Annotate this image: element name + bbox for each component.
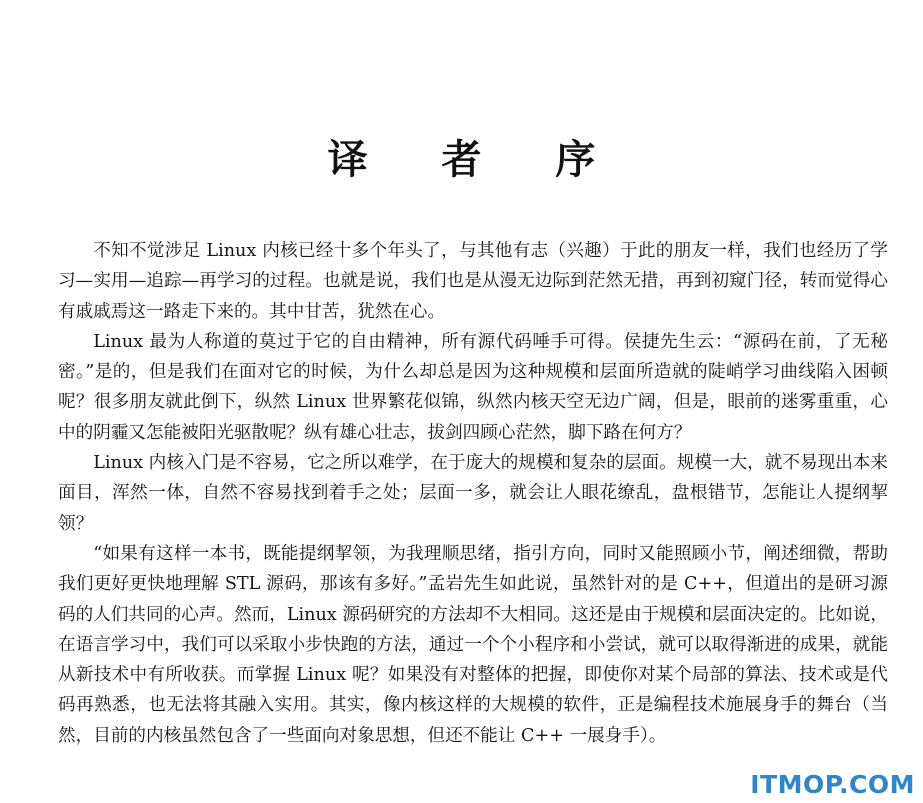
preface-body — [58, 236, 888, 751]
paragraph: Linux 内核入门是不容易，它之所以难学，在于庞大的规模和复杂的层面。规模一大，就不易现出本来面目，浑然一体，自然不容易找到着手之处；层面一多，就会让人眼花缭乱，盘根错节，怎能让人提纲挈领？ — [58, 453, 888, 534]
paragraph: 不知不觉涉足 Linux 内核已经十多个年头了，与其他有志（兴趣）于此的朋友一样，我们也经历了学习—实用—追踪—再学习的过程。也就是说，我们也是从漫无边际到茫然无措，再到初窥门径，转而觉得心有戚戚焉这一路走下来的。其中甘苦，犹然在心。 — [58, 241, 888, 322]
site-watermark: ITMOP.COM — [750, 770, 915, 799]
paragraph: Linux 最为人称道的莫过于它的自由精神，所有源代码唾手可得。侯捷先生云：“源码在前，了无秘密。”是的，但是我们在面对它的时候，为什么却总是因为这种规模和层面所造就的陡峭学习曲线陷入困顿呢？很多朋友就此倒下，纵然 Linux 世界繁花似锦，纵然内核天空无边广阔，但是，眼前的迷雾重重，心中的阴霾又怎能被阳光驱散呢？纵有雄心壮志，拔剑四顾心茫然，脚下路在何方？ — [58, 331, 888, 443]
page-title: 译 者 序 — [327, 136, 626, 183]
paragraph: “如果有这样一本书，既能提纲挈领，为我理顺思绪，指引方向，同时又能照顾小节，阐述细微，帮助我们更好更快地理解 STL 源码，那该有多好。”孟岩先生如此说，虽然针对的是 C++，但道出的是研习源码的人们共同的心声。然而，Linux 源码研究的方法却不大相同。这还是由于规模和层面决定的。比如说，在语言学习中，我们可以采取小步快跑的方法，通过一个个小程序和小尝试，就可以取得渐进的成果，就能从新技术中有所收获。而掌握 Linux 呢？如果没有对整体的把握，即使你对某个局部的算法、技术或是代码再熟悉，也无法将其融入实用。其实，像内核这样的大规模的软件，正是编程技术施展身手的舞台（当然，目前的内核虽然包含了一些面向对象思想，但还不能让 C++ 一展身手）。 — [58, 543, 888, 746]
